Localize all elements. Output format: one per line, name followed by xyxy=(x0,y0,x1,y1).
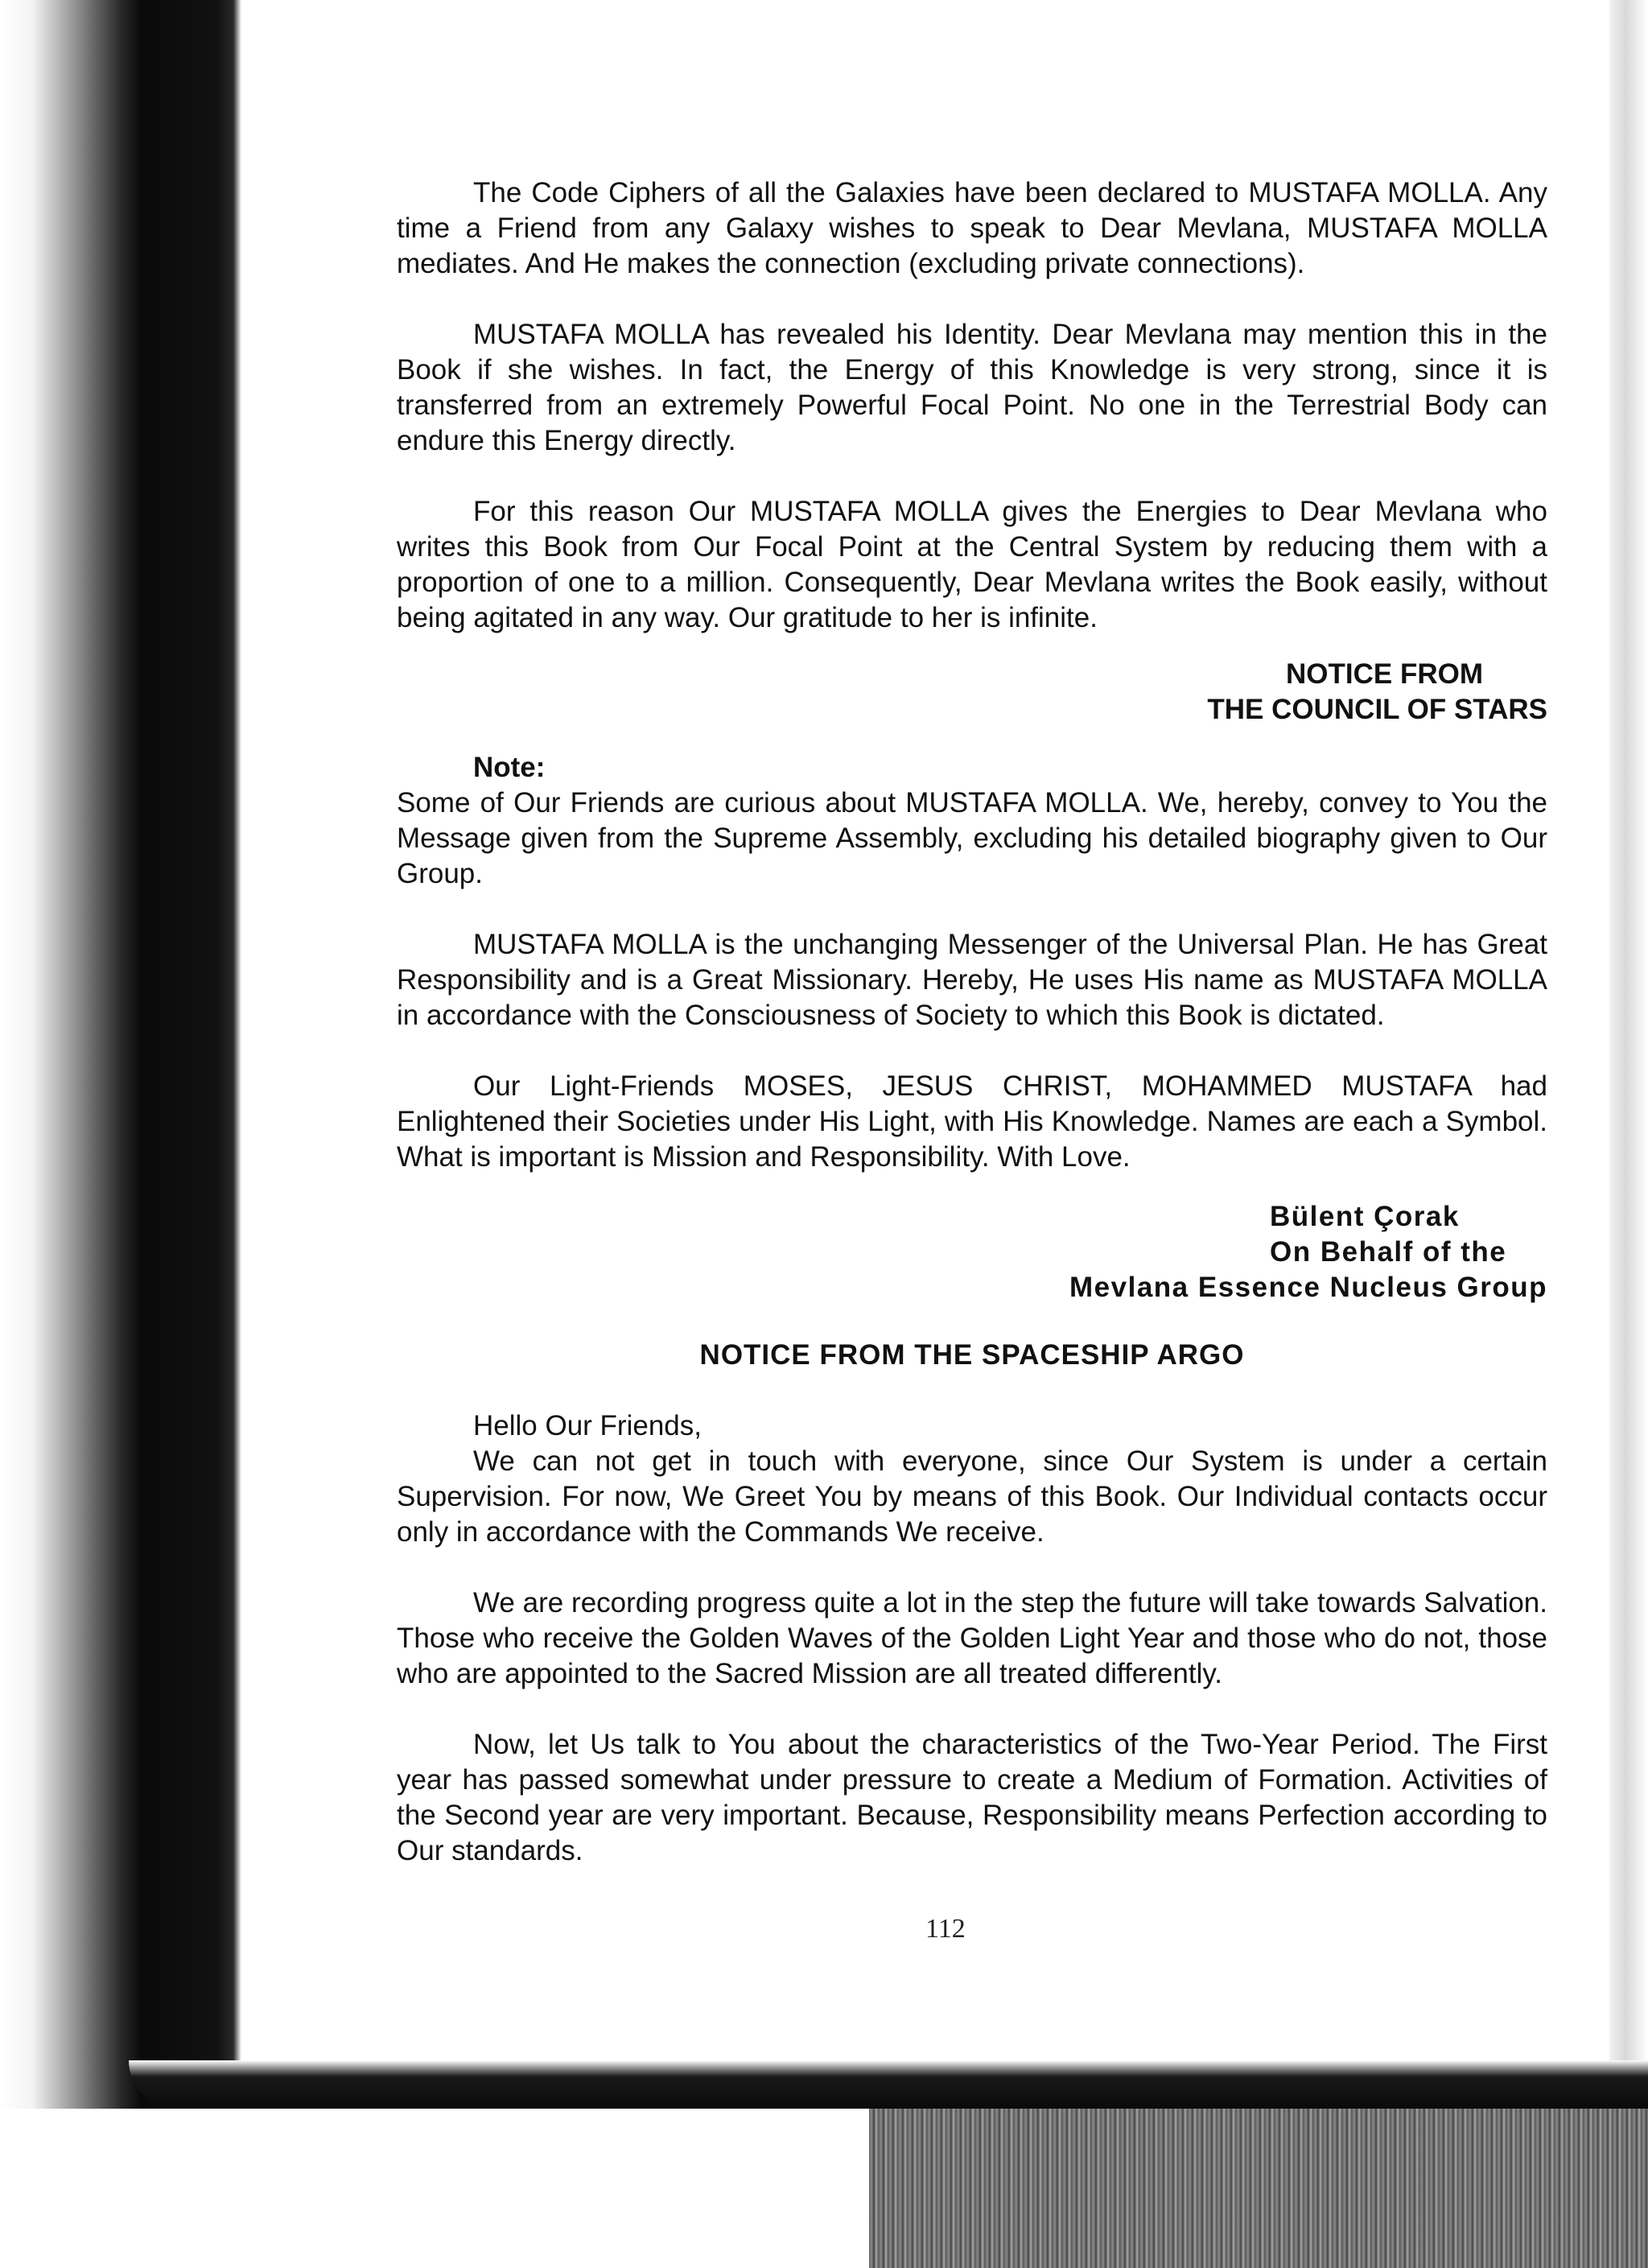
note-paragraph-curious: Some of Our Friends are curious about MUSTAFA MOLLA. We, hereby, convey to You the Message given from the Supreme Assembly, excluding his detailed biography given to Our Group. xyxy=(397,787,1547,889)
note-paragraph-messenger: MUSTAFA MOLLA is the unchanging Messenger of the Universal Plan. He has Great Responsibility and is a Great Missionary. Hereby, He uses His name as MUSTAFA MOLLA in accordance with the Consciousness of Society to which this Book is dictated. xyxy=(397,929,1547,1031)
argo-paragraph-progress: We are recording progress quite a lot in the step the future will take towards Salvation. Those who receive the Golden Waves of the Golden Light Year and those who do not, those who are appointed to the Sacred Mission are all treated differently. xyxy=(397,1587,1547,1689)
notice-council-line1: NOTICE FROM xyxy=(1286,658,1483,690)
argo-paragraph-two-year-period: Now, let Us talk to You about the characteristics of the Two-Year Period. The First year has passed somewhat under pressure to create a Medium of Formation. Activities of the Second year are very important. Because, Responsibility means Perfection according to Our standards. xyxy=(397,1729,1547,1866)
paragraph-code-ciphers: The Code Ciphers of all the Galaxies have been declared to MUSTAFA MOLLA. Any time a Friend from any Galaxy wishes to speak to Dear Mevlana, MUSTAFA MOLLA mediates. And He makes the connection (excluding private connections). xyxy=(397,177,1547,279)
signature-group: Mevlana Essence Nucleus Group xyxy=(1069,1272,1547,1303)
argo-paragraph-supervision: We can not get in touch with everyone, since Our System is under a certain Supervision. For now, We Greet You by means of this Book. Our Individual contacts occur only in accordance with the Commands We receive. xyxy=(397,1445,1547,1548)
note-paragraph-light-friends: Our Light-Friends MOSES, JESUS CHRIST, MOHAMMED MUSTAFA had Enlightened their Societies under His Light, with His Knowledge. Names are each a Symbol. What is important is Mission and Responsibility. With Love. xyxy=(397,1070,1547,1173)
scan-shadow-left xyxy=(0,0,241,2109)
paragraph-identity: MUSTAFA MOLLA has revealed his Identity. Dear Mevlana may mention this in the Book if she wishes. In fact, the Energy of this Knowledge is very strong, since it is transferred from an extremely Powerful Focal Point. No one in the Terrestrial Body can endure this Energy directly. xyxy=(397,319,1547,456)
page-number: 112 xyxy=(925,1914,966,1944)
note-heading: Note: xyxy=(473,752,546,783)
paragraph-energies: For this reason Our MUSTAFA MOLLA gives the Energies to Dear Mevlana who writes this Book from Our Focal Point at the Central System by reducing them with a proportion of one to a million. Consequently, Dear Mevlana writes the Book easily, without being agitated in any way. Our gratitude to her is infinite. xyxy=(397,496,1547,633)
notice-argo-heading: NOTICE FROM THE SPACESHIP ARGO xyxy=(699,1339,1245,1371)
argo-greeting: Hello Our Friends, xyxy=(473,1410,702,1441)
scan-shadow-bottom xyxy=(129,2060,1648,2109)
notice-council-line2: THE COUNCIL OF STARS xyxy=(1207,694,1547,725)
page-content xyxy=(397,175,1547,1904)
scan-noise-bottom xyxy=(869,2109,1648,2268)
notice-council-heading xyxy=(397,657,1547,728)
signature-name: Bülent Çorak xyxy=(1270,1201,1460,1232)
signature-behalf: On Behalf of the xyxy=(1270,1236,1507,1268)
signature-block xyxy=(397,1199,1547,1305)
